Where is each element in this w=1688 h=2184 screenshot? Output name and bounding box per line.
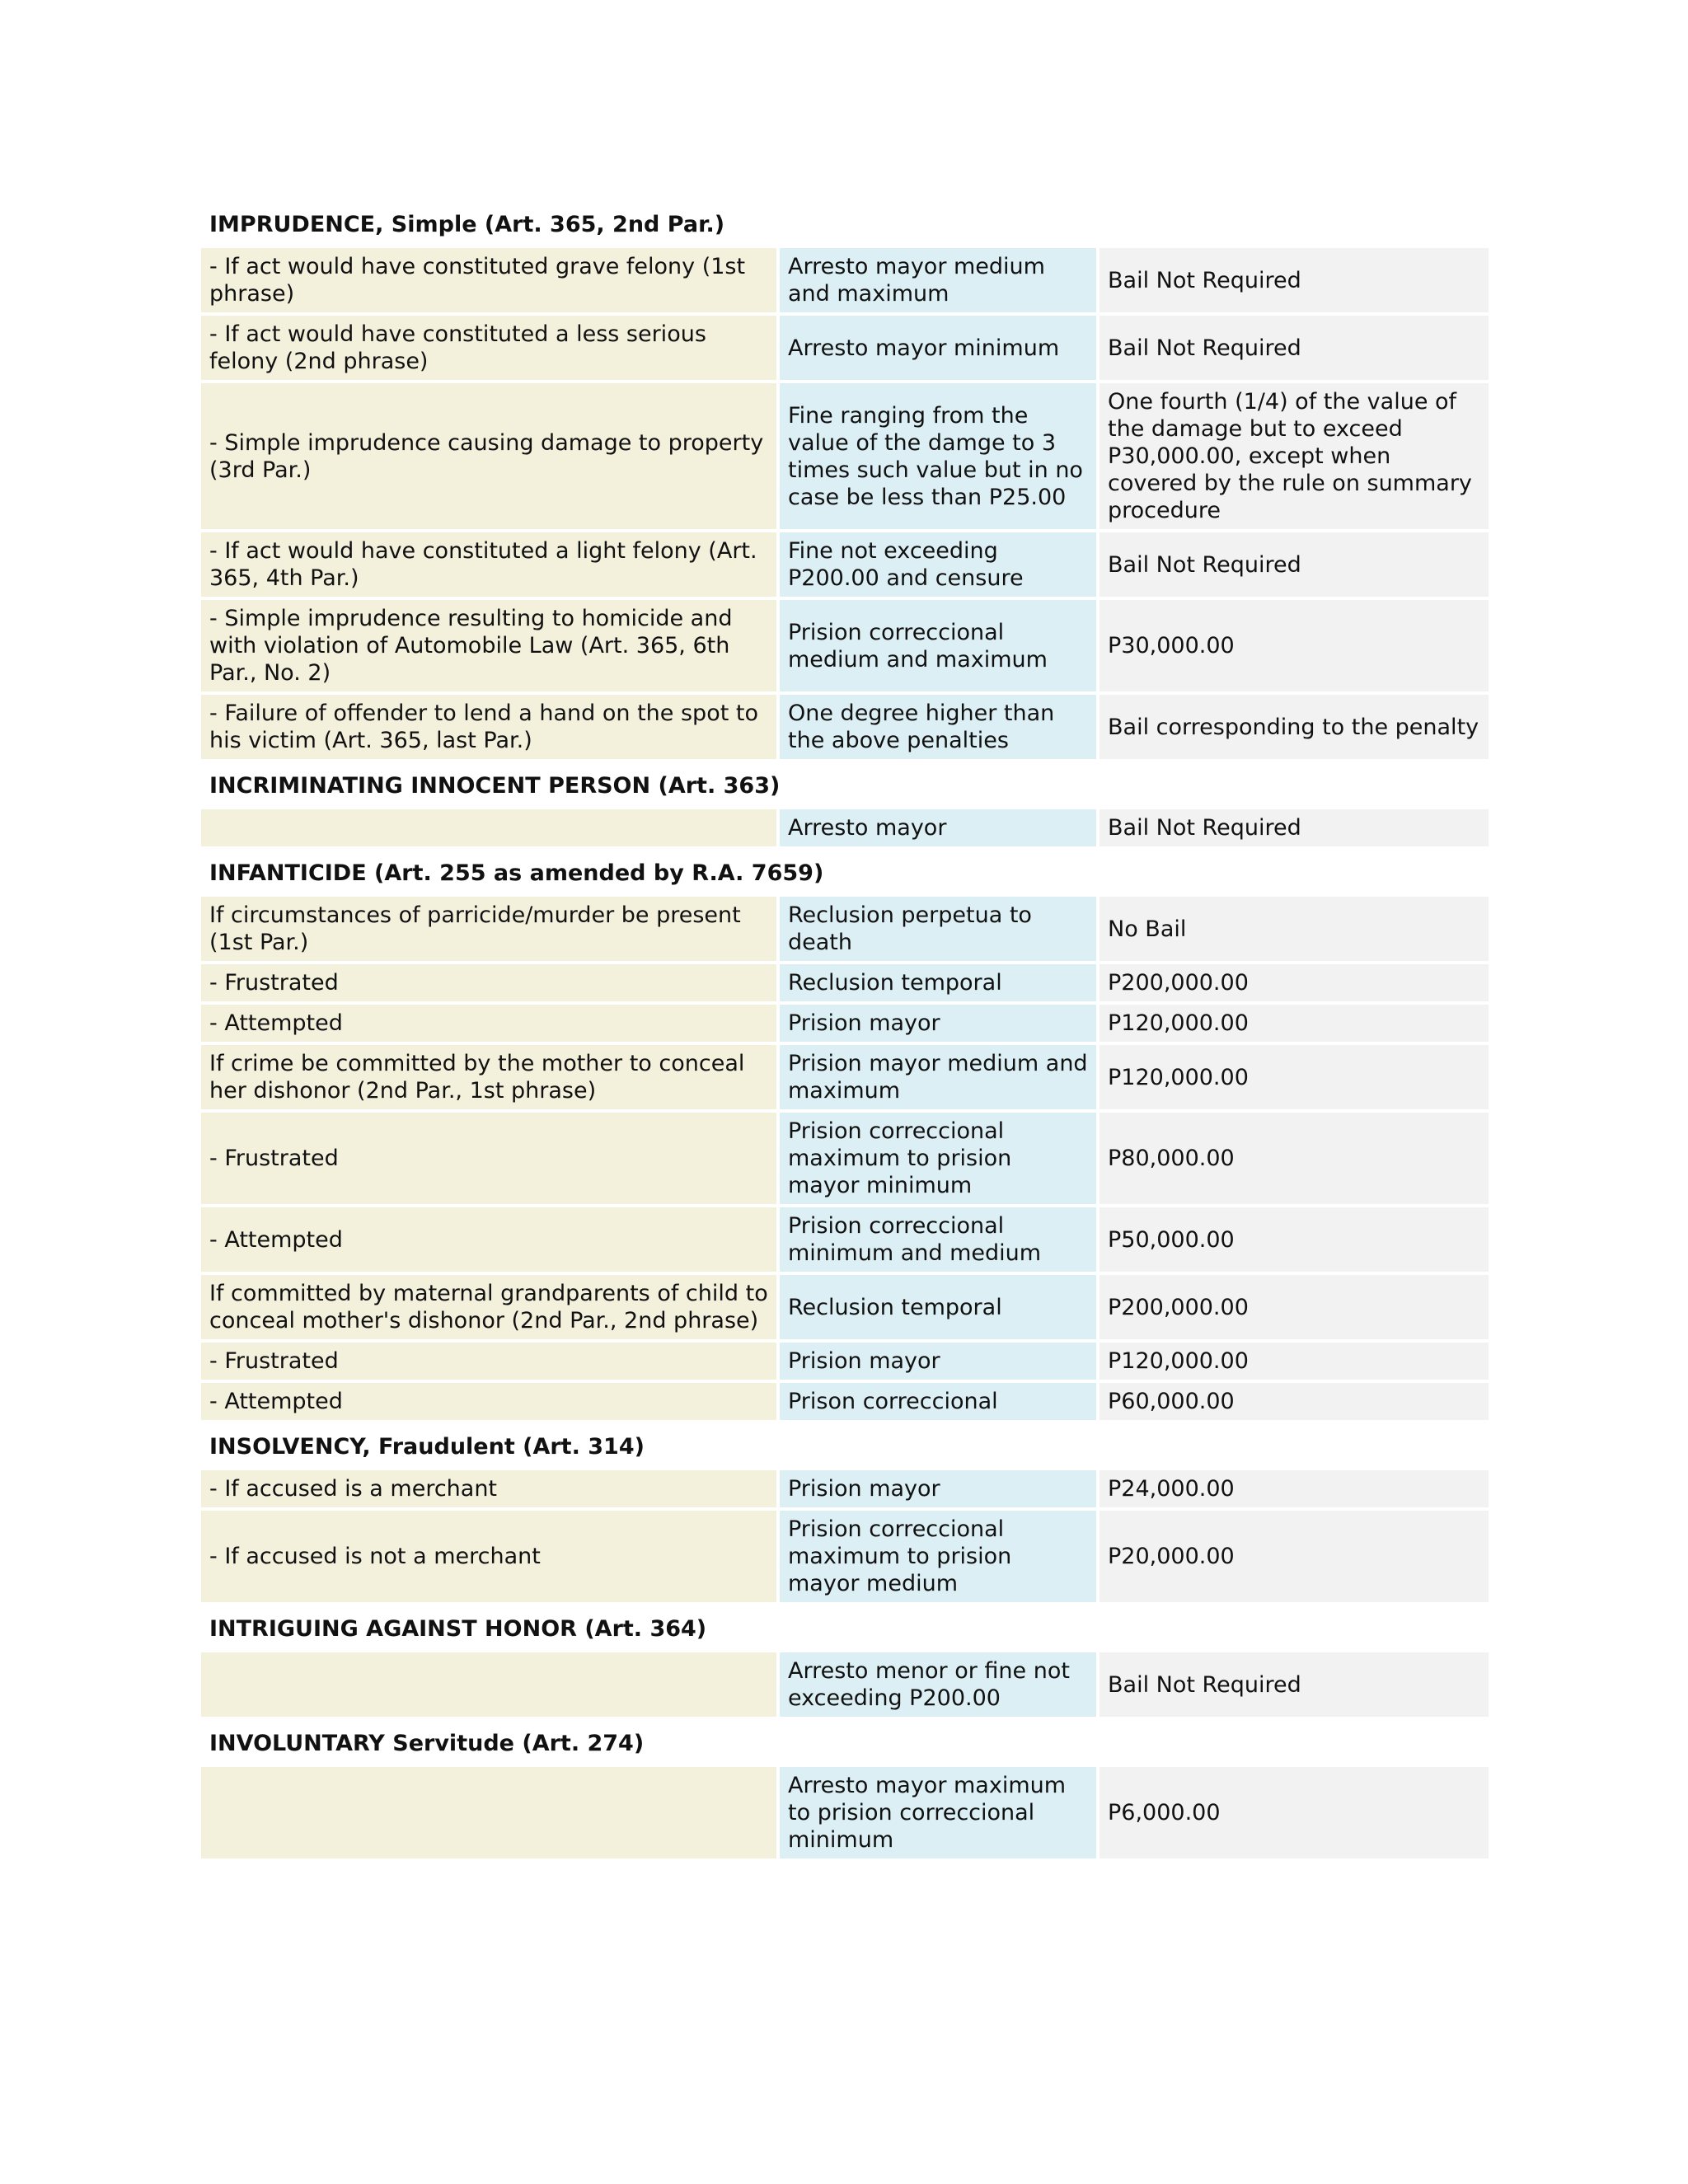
bail-cell: P120,000.00 bbox=[1100, 1005, 1489, 1042]
offense-cell: - Frustrated bbox=[201, 964, 776, 1001]
penalty-cell: Prision mayor bbox=[780, 1470, 1096, 1507]
bail-cell: P60,000.00 bbox=[1100, 1383, 1489, 1420]
table-row bbox=[201, 248, 1489, 312]
bail-cell: P20,000.00 bbox=[1100, 1511, 1489, 1602]
document-page bbox=[201, 198, 1492, 1862]
table-row bbox=[201, 1005, 1489, 1042]
section-title: INVOLUNTARY Servitude (Art. 274) bbox=[209, 1731, 645, 1756]
penalty-cell: Prision correccional minimum and medium bbox=[780, 1207, 1096, 1272]
table-row bbox=[201, 532, 1489, 597]
section-title: IMPRUDENCE, Simple (Art. 365, 2nd Par.) bbox=[209, 212, 725, 237]
offense-cell: - Attempted bbox=[201, 1207, 776, 1272]
section-title: INFANTICIDE (Art. 255 as amended by R.A. 7659) bbox=[209, 860, 824, 886]
table-row bbox=[201, 1511, 1489, 1602]
offense-cell: - If act would have constituted a light felony (Art. 365, 4th Par.) bbox=[201, 532, 776, 597]
section-heading-row bbox=[201, 1605, 1489, 1649]
table-row bbox=[201, 600, 1489, 691]
offense-cell: - If act would have constituted a less serious felony (2nd phrase) bbox=[201, 316, 776, 380]
penalty-cell: Prision correccional maximum to prision mayor medium bbox=[780, 1511, 1096, 1602]
table-row bbox=[201, 383, 1489, 529]
offense-cell: - Attempted bbox=[201, 1005, 776, 1042]
table-row bbox=[201, 1207, 1489, 1272]
penalty-cell: Arresto mayor bbox=[780, 809, 1096, 846]
table-row bbox=[201, 695, 1489, 759]
bail-cell: Bail Not Required bbox=[1100, 809, 1489, 846]
section-heading-row bbox=[201, 1423, 1489, 1467]
bail-cell: P200,000.00 bbox=[1100, 1275, 1489, 1339]
offense-cell bbox=[201, 809, 776, 846]
bail-cell: P80,000.00 bbox=[1100, 1113, 1489, 1204]
offense-cell: - If act would have constituted grave felony (1st phrase) bbox=[201, 248, 776, 312]
penalty-cell: Prision correccional medium and maximum bbox=[780, 600, 1096, 691]
bail-cell: Bail corresponding to the penalty bbox=[1100, 695, 1489, 759]
table-row bbox=[201, 1343, 1489, 1380]
bail-cell: Bail Not Required bbox=[1100, 316, 1489, 380]
offense-cell bbox=[201, 1767, 776, 1858]
bail-cell: Bail Not Required bbox=[1100, 532, 1489, 597]
bail-table bbox=[198, 198, 1492, 1862]
offense-cell: - Attempted bbox=[201, 1383, 776, 1420]
table-row bbox=[201, 1470, 1489, 1507]
offense-cell: If crime be committed by the mother to conceal her dishonor (2nd Par., 1st phrase) bbox=[201, 1045, 776, 1109]
section-heading-row bbox=[201, 850, 1489, 893]
section-title: INSOLVENCY, Fraudulent (Art. 314) bbox=[209, 1434, 645, 1460]
penalty-cell: Prision correccional maximum to prision mayor minimum bbox=[780, 1113, 1096, 1204]
bail-cell: P120,000.00 bbox=[1100, 1045, 1489, 1109]
penalty-cell: Reclusion temporal bbox=[780, 1275, 1096, 1339]
bail-cell: Bail Not Required bbox=[1100, 248, 1489, 312]
penalty-cell: Arresto mayor medium and maximum bbox=[780, 248, 1096, 312]
section-title: INCRIMINATING INNOCENT PERSON (Art. 363) bbox=[209, 773, 781, 799]
table-row bbox=[201, 964, 1489, 1001]
bail-cell: One fourth (1/4) of the value of the damage but to exceed P30,000.00, except when covered by the rule on summary procedure bbox=[1100, 383, 1489, 529]
table-row bbox=[201, 1652, 1489, 1717]
penalty-cell: Arresto mayor minimum bbox=[780, 316, 1096, 380]
offense-cell: - If accused is not a merchant bbox=[201, 1511, 776, 1602]
offense-cell: - Frustrated bbox=[201, 1113, 776, 1204]
table-row bbox=[201, 1383, 1489, 1420]
section-heading-row bbox=[201, 201, 1489, 245]
table-row bbox=[201, 316, 1489, 380]
bail-cell: Bail Not Required bbox=[1100, 1652, 1489, 1717]
table-row bbox=[201, 1045, 1489, 1109]
offense-cell: - Simple imprudence causing damage to property (3rd Par.) bbox=[201, 383, 776, 529]
bail-cell: P200,000.00 bbox=[1100, 964, 1489, 1001]
section-heading-row bbox=[201, 1720, 1489, 1764]
bail-cell: No Bail bbox=[1100, 897, 1489, 961]
bail-cell: P120,000.00 bbox=[1100, 1343, 1489, 1380]
penalty-cell: Arresto menor or fine not exceeding P200.00 bbox=[780, 1652, 1096, 1717]
penalty-cell: Reclusion temporal bbox=[780, 964, 1096, 1001]
table-row bbox=[201, 1275, 1489, 1339]
table-row bbox=[201, 1767, 1489, 1858]
penalty-cell: Fine not exceeding P200.00 and censure bbox=[780, 532, 1096, 597]
penalty-cell: Fine ranging from the value of the damge to 3 times such value but in no case be less than P25.00 bbox=[780, 383, 1096, 529]
penalty-cell: Prision mayor medium and maximum bbox=[780, 1045, 1096, 1109]
table-row bbox=[201, 1113, 1489, 1204]
bail-cell: P24,000.00 bbox=[1100, 1470, 1489, 1507]
offense-cell: If circumstances of parricide/murder be present (1st Par.) bbox=[201, 897, 776, 961]
offense-cell: If committed by maternal grandparents of child to conceal mother's dishonor (2nd Par., 2nd phrase) bbox=[201, 1275, 776, 1339]
penalty-cell: Prision mayor bbox=[780, 1005, 1096, 1042]
bail-table-body bbox=[201, 201, 1489, 1858]
bail-cell: P6,000.00 bbox=[1100, 1767, 1489, 1858]
offense-cell: - Failure of offender to lend a hand on the spot to his victim (Art. 365, last Par.) bbox=[201, 695, 776, 759]
offense-cell: - Simple imprudence resulting to homicide and with violation of Automobile Law (Art. 365, 6th Par., No. 2) bbox=[201, 600, 776, 691]
penalty-cell: Reclusion perpetua to death bbox=[780, 897, 1096, 961]
penalty-cell: Prision mayor bbox=[780, 1343, 1096, 1380]
section-heading-row bbox=[201, 762, 1489, 806]
penalty-cell: Arresto mayor maximum to prision correccional minimum bbox=[780, 1767, 1096, 1858]
offense-cell bbox=[201, 1652, 776, 1717]
section-title: INTRIGUING AGAINST HONOR (Art. 364) bbox=[209, 1616, 707, 1642]
offense-cell: - Frustrated bbox=[201, 1343, 776, 1380]
penalty-cell: Prison correccional bbox=[780, 1383, 1096, 1420]
bail-cell: P30,000.00 bbox=[1100, 600, 1489, 691]
penalty-cell: One degree higher than the above penalties bbox=[780, 695, 1096, 759]
table-row bbox=[201, 897, 1489, 961]
bail-cell: P50,000.00 bbox=[1100, 1207, 1489, 1272]
offense-cell: - If accused is a merchant bbox=[201, 1470, 776, 1507]
table-row bbox=[201, 809, 1489, 846]
